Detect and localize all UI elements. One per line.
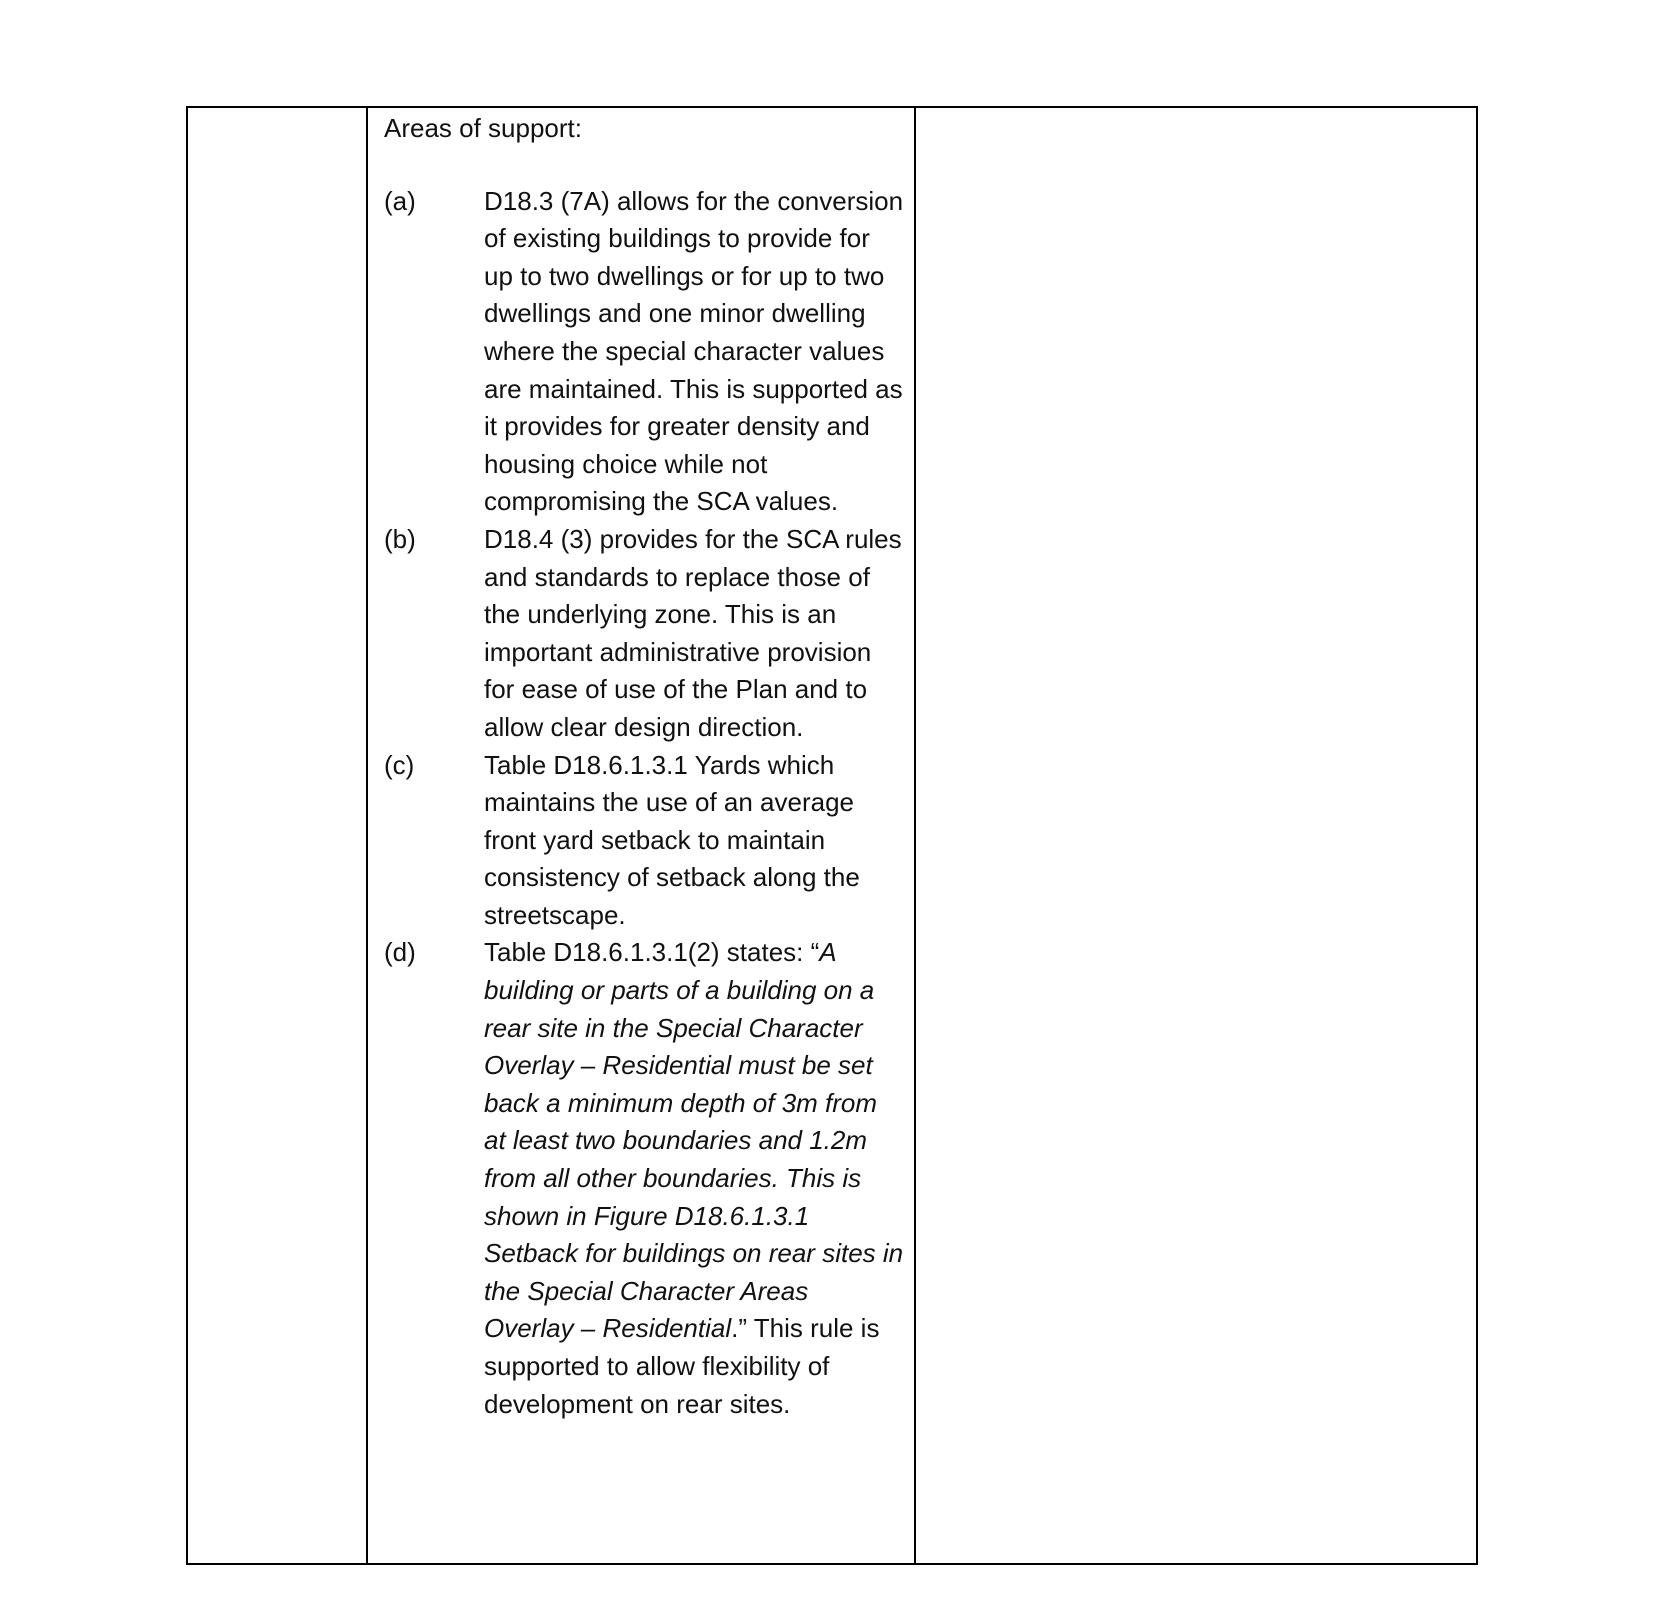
item-text	[484, 934, 904, 1423]
item-text: D18.3 (7A) allows for the conversion of existing buildings to provide for up to two dwellings or for up to two dwellings and one minor dwelling where the special character values are maintained. This is supported as it provides for greater density and housing choice while not compromising the SCA values.	[484, 185, 904, 517]
list-item-c	[384, 747, 904, 935]
item-text-suffix: .” This rule is supported to allow flexibility of development on rear sites.	[484, 1313, 880, 1419]
list-item-d	[384, 934, 904, 1423]
spacer	[384, 148, 904, 183]
item-text: Table D18.6.1.3.1 Yards which maintains the use of an average front yard setback to maintain consistency of setback along the streetscape.	[484, 749, 860, 930]
item-text-prefix: Table D18.6.1.3.1(2) states: “	[484, 937, 820, 968]
item-label: (c)	[384, 749, 415, 780]
item-label: (b)	[384, 523, 416, 554]
support-cell	[384, 108, 904, 1423]
item-text: D18.4 (3) provides for the SCA rules and standards to replace those of the underlying zone. This is an important administrative provision for ease of use of the Plan and to allow clear design direction.	[484, 523, 902, 742]
item-label: (a)	[384, 185, 416, 216]
areas-of-support-heading: Areas of support:	[384, 113, 582, 143]
list-item-a	[384, 183, 904, 521]
submission-table	[186, 106, 1478, 1565]
table-column-3	[916, 108, 1478, 1563]
quoted-rule-text: A building or parts of a building on a rear site in the Special Character Overlay – Residential must be set back a minimum depth of 3m from at least two boundaries and 1.2m from all other boundaries. This is shown in Figure D18.6.1.3.1 Setback for buildings on rear sites in the Special Character Areas Overlay – Residential	[484, 937, 904, 1344]
list-item-b	[384, 521, 904, 747]
table-column-1	[188, 108, 368, 1563]
item-label: (d)	[384, 937, 416, 968]
